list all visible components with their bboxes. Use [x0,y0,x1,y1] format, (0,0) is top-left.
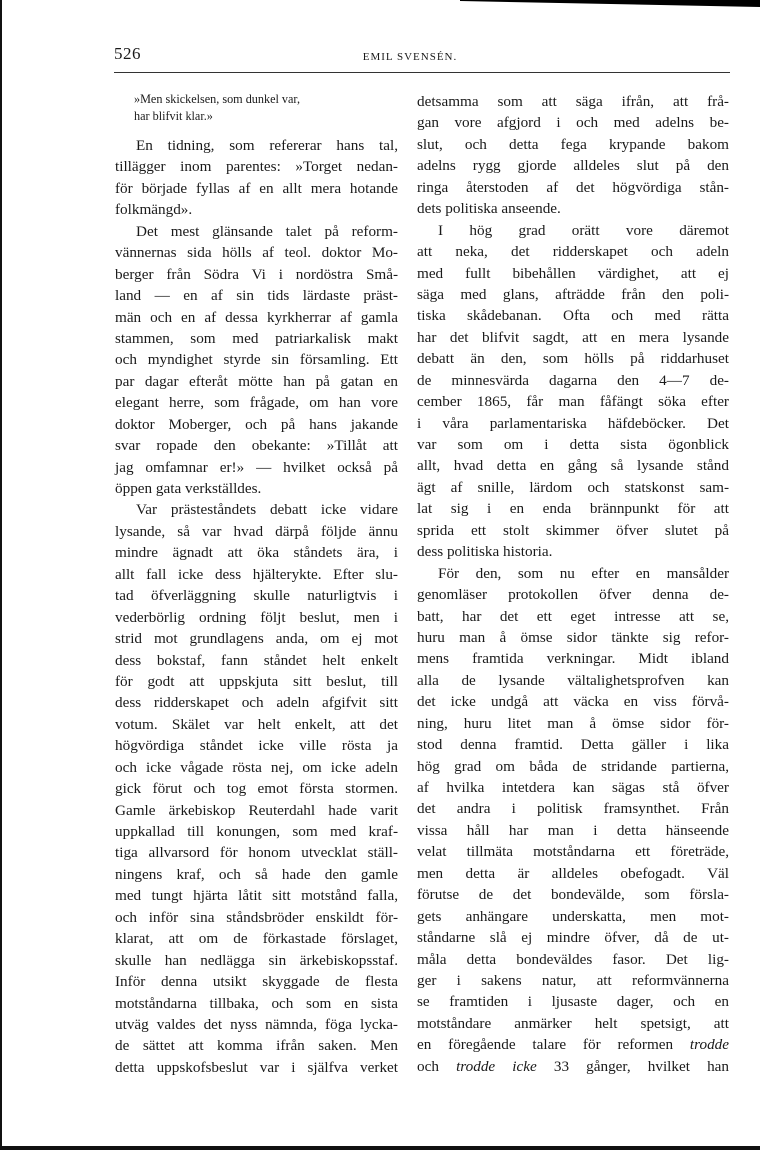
text-line: allt fall icke dess hjälterykte. Efter slu- [115,565,398,583]
text-line: se framtiden i ljusaste dager, och en [417,993,729,1011]
text-line: af hvilka intetdera kan sägas stå öfver [417,779,729,796]
text-line: lysande, så var hvad därpå följde ännu [115,522,398,540]
text-line: men detta är alldeles obefogadt. Väl [417,864,729,882]
text-line: utväg valdes det nyss nämnda, föga lycka- [115,1015,398,1033]
text-line: för började fyllas af en allt mera hotande [115,179,398,197]
text-line: var som om i detta sista ögonblick [417,436,729,453]
text-line: och icke vågade rösta nej, om icke adeln [115,758,398,776]
text-line: mindre ägnadt att öka ståndets ära, i [115,544,398,562]
text-line: berger från Södra Vi i nordöstra Små- [115,265,398,283]
text-line: klarat, att om de förkastade förslaget, [115,930,398,948]
text-line: de sättet att komma ifrån saken. Men [115,1037,398,1055]
text-line: Var prästeståndets debatt icke vidare [136,501,398,519]
text-line: öppen gata verkställdes. [115,480,262,497]
text-line: Gamle ärkebiskop Reuterdahl hade varit [115,801,398,819]
text-line: detta uppskofsbeslut var i själfva verket [115,1058,398,1076]
text-line: det icke undgå att väcka en viss förvå- [417,693,729,711]
right-column [417,91,729,1077]
text-segment: och [417,1057,439,1075]
text-line: lat sig i en enda brännpunkt för att [417,500,729,518]
text-line: vederbörlig ordning följt beslut, men i [115,608,398,626]
text-line: land — en af sin tids lärdaste präst- [115,287,398,305]
text-line: dess politiska historia. [417,543,553,561]
text-line: folkmängd». [115,201,193,219]
text-segment: 33 gånger, hvilket han [553,1057,730,1075]
text-line: slut, och detta fega krypande bakom [417,135,729,153]
verse-gap [115,125,398,135]
text-line: dess bokstaf, fann ståndet helt enkelt [115,651,398,669]
scan-edge-left [0,0,2,1150]
left-column-body [115,135,398,1078]
text-line: för godt att uppskjuta sitt beslut, till [115,672,398,690]
text-line: gan vore afgjord i och med adelns be- [417,114,729,132]
text-line: vännernas sida hölls af teol. doktor Mo- [115,244,398,262]
scan-edge-top [460,0,760,7]
text-line: tiga allvarsord för honom utvecklat ställ- [115,844,398,862]
text-line: förutse de det bondevälde, som försla- [417,886,729,904]
text-line: detsamma som att säga ifrån, att frå- [417,93,729,110]
text-line: motståndarna tillbaka, och som en sista [115,994,398,1012]
scan-edge-bottom [0,1146,760,1150]
left-column [115,91,398,1078]
text-line: hög grad om båda de stridande partierna, [417,757,729,775]
text-line: tad öfverläggning skulle naturligtvis i [115,587,398,605]
verse-line: har blifvit klar.» [134,109,213,123]
text-line: batt, har det ett eget intresse att se, [417,607,729,625]
text-line: män och en af dessa kyrkherrar af gamla [115,308,398,326]
text-line: och myndighet styrde sin församling. Ett [115,351,398,369]
text-line: par dagar efteråt mötte han på gatan en [115,372,398,390]
text-line: sprida ett stolt skimmer öfver slutet på [417,521,729,539]
text-line: de minnesvärda dagarna den 4—7 de- [417,371,729,389]
text-line: mens framtida verkningar. Midt ibland [417,650,729,668]
text-line: alla de lysande vältalighetsprofven kan [417,671,729,689]
text-line: ger i sakens natur, att reformvännerna [417,971,729,989]
text-line: det andra i politisk framsynthet. Från [417,800,729,818]
text-line: debatt än den, som hölls på riddarhuset [417,350,729,368]
text-line: med tungt hjärta låtit sitt motstånd falla, [115,887,398,905]
text-line: jag omfamnar er!» — hvilket också på [115,458,398,476]
text-line: Inför denna utsikt skyggade de flesta [115,973,398,991]
italic-segment: trodde icke [456,1057,537,1075]
text-line: ståndarne slå ej mindre öfver, då de ut- [417,929,729,947]
text-line: strid mot grundlagens anda, om ej mot [115,630,398,648]
text-line [417,1056,729,1077]
text-line: ägt af snille, lärdom och statskonst sam- [417,478,729,496]
text-line: stammen, som med patriarkalisk makt [115,329,398,347]
text-segment: en föregående talare för reformen [417,1036,674,1054]
text-line: svar ropade den obekante: »Tillåt att [115,437,398,455]
text-line: måla detta bondeväldes fasor. Det lig- [417,950,729,968]
text-line: velat tillmäta motståndarna ett företräde, [417,843,729,861]
text-line: Det mest glänsande talet på reform- [136,222,398,240]
text-line: För den, som nu efter en mansålder [438,564,729,582]
text-line: och inför sina ståndsbröder enskildt för- [115,908,398,926]
text-line: gick förut och tog emot första stormen. [115,780,398,798]
text-line [417,1034,729,1055]
text-line: har det blifvit sagdt, att en mera lysande [417,328,729,346]
right-column-body [417,91,729,1077]
text-line: motståndare anmärker helt spetsigt, att [417,1014,729,1032]
text-line: tiska skådebanan. Ofta och med rätta [417,307,729,325]
text-line: vissa håll har man i detta hänseende [417,821,729,839]
text-line: huru man å ömse sidor tänkte sig refor- [417,628,729,646]
text-line: genomläser protokollen öfver denna de- [417,586,729,604]
header-rule [114,72,730,73]
text-line: elegant herre, som frågade, om han vore [115,394,398,412]
text-line: ringa återstoden af det högvördiga stån- [417,178,729,196]
text-line: ning, huru litet man å ömse sidor för- [417,714,729,732]
text-line: allt, hvad detta en gång så lysande stånd [417,457,729,475]
text-line: doktor Moberger, och på hans jakande [115,415,398,433]
text-line: säga med glans, afträdde från den poli- [417,285,729,303]
text-line: cember 1865, får man fåfängt söka efter [417,393,729,411]
running-head: EMIL SVENSÉN. [362,51,458,63]
text-line: adelns rygg gjorde alldeles slut på den [417,157,729,175]
text-line: dets politiska anseende. [417,200,561,218]
text-line: stod denna framtid. Detta gäller i lika [417,736,729,754]
text-line: gets anhängare underskatta, men mot- [417,907,729,925]
text-line: tillägger inom parentes: »Torget nedan- [115,158,398,176]
page-number: 526 [114,44,141,63]
text-line: med fullt bibehållen värdighet, att ej [417,264,729,282]
text-line: i våra parlamentariska häfdeböcker. Det [417,414,729,432]
text-line: votum. Skälet var helt enkelt, att det [115,715,398,733]
text-line: högvördiga ståndet icke ville rösta ja [115,737,398,755]
text-line: ningens kraf, och så hade den gamle [115,865,398,883]
text-line: En tidning, som refererar hans tal, [136,137,398,154]
text-line: att neka, det ridderskapet och adeln [417,243,729,261]
verse-line: »Men skickelsen, som dunkel var, [134,92,301,106]
text-line: dess ridderskapet och adeln afgifvit sitt [115,694,398,712]
italic-segment: trodde [689,1036,730,1054]
text-line: uppkallad till konungen, som med kraf- [115,823,398,840]
text-line: skulle han nedlägga sin ärkebiskopsstaf. [115,951,398,969]
text-line: I hög grad orätt vore däremot [438,221,729,239]
